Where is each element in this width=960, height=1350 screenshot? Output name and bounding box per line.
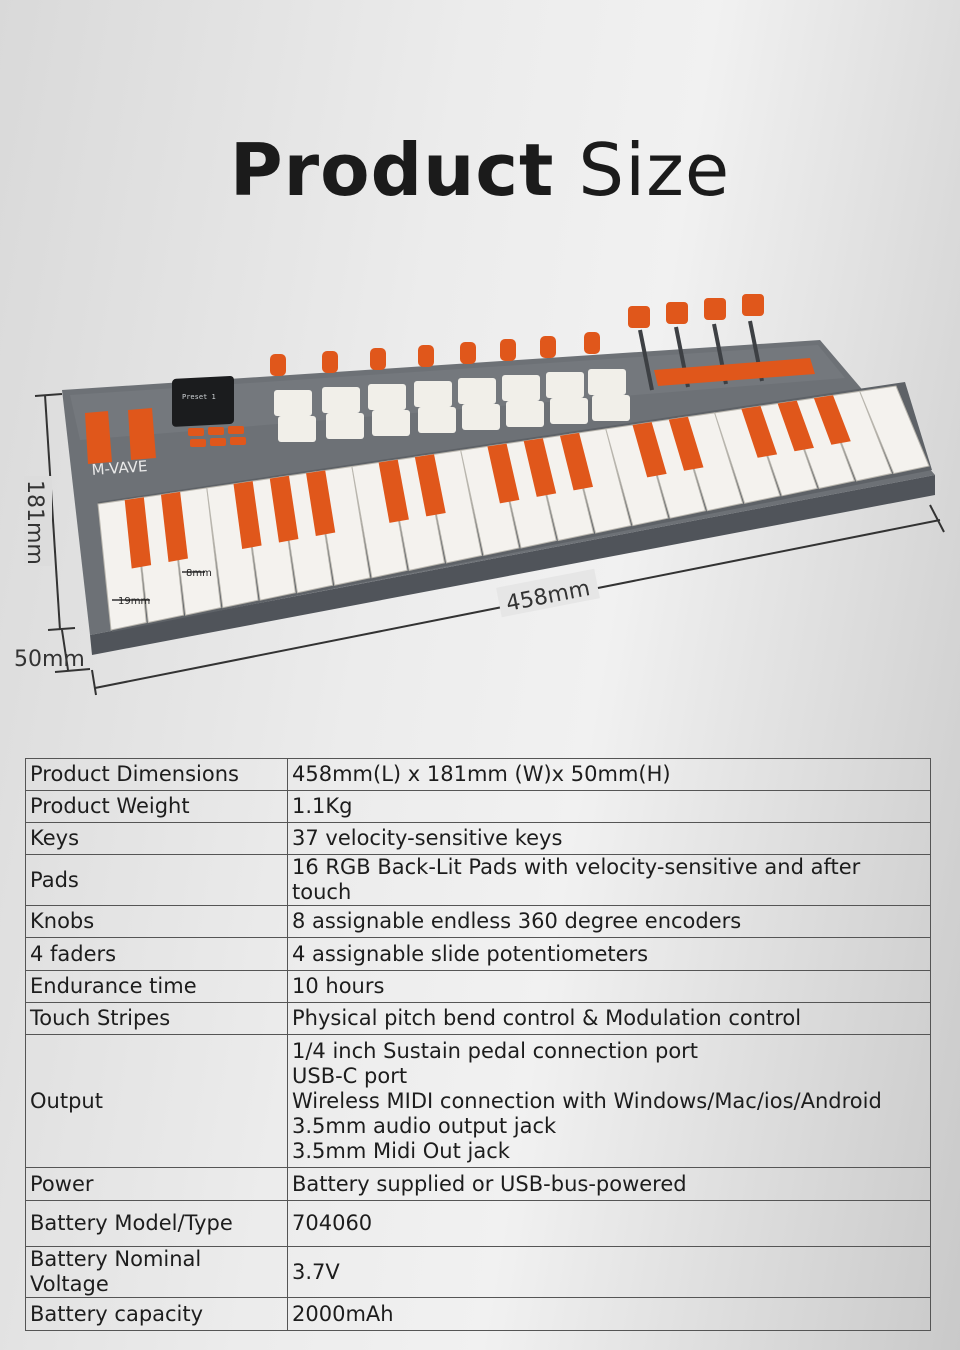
pad: [546, 372, 584, 398]
spec-key: Product Weight: [26, 791, 288, 823]
pad: [418, 407, 456, 433]
knob: [322, 351, 338, 373]
pad: [372, 410, 410, 436]
pitch-strip: [85, 411, 112, 464]
spec-row: [26, 759, 931, 791]
fader-cap: [628, 306, 650, 328]
spec-value: 16 RGB Back-Lit Pads with velocity-sensitive and after touch: [288, 855, 931, 906]
knob: [270, 354, 286, 376]
spec-value: 37 velocity-sensitive keys: [288, 823, 931, 855]
pad: [502, 375, 540, 401]
length-tick-right: [930, 505, 944, 532]
knob: [500, 339, 516, 361]
spec-value: 10 hours: [288, 971, 931, 1003]
spec-key: Battery Nominal Voltage: [26, 1247, 288, 1298]
black-key-width-label: 8mm: [186, 568, 212, 579]
spec-value: 4 assignable slide potentiometers: [288, 938, 931, 971]
spec-key: Pads: [26, 855, 288, 906]
knob: [370, 348, 386, 370]
length-label: 458mm: [504, 576, 593, 617]
spec-row: [26, 971, 931, 1003]
spec-row: [26, 1201, 931, 1247]
pad: [326, 413, 364, 439]
spec-key: Product Dimensions: [26, 759, 288, 791]
spec-key: 4 faders: [26, 938, 288, 971]
midi-keyboard-illustration: [0, 270, 960, 710]
height-label: 50mm: [14, 647, 85, 672]
knob: [418, 345, 434, 367]
spec-key: Knobs: [26, 906, 288, 938]
spec-value: 1.1Kg: [288, 791, 931, 823]
spec-key: Touch Stripes: [26, 1003, 288, 1035]
pad: [278, 416, 316, 442]
title-light: Size: [578, 128, 731, 212]
pad: [274, 390, 312, 416]
knob: [460, 342, 476, 364]
pad: [458, 378, 496, 404]
white-key-width-label: 19mm: [118, 596, 151, 607]
spec-value: 8 assignable endless 360 degree encoders: [288, 906, 931, 938]
spec-row: [26, 791, 931, 823]
spec-key: Power: [26, 1168, 288, 1201]
width-tick-bottom: [48, 628, 75, 630]
pad: [322, 387, 360, 413]
spec-value: Physical pitch bend control & Modulation control: [288, 1003, 931, 1035]
spec-table: [25, 758, 931, 1331]
spec-row: [26, 1035, 931, 1168]
spec-value: 2000mAh: [288, 1298, 931, 1331]
pad: [588, 369, 626, 395]
fader-cap: [666, 302, 688, 324]
spec-table-body: [26, 759, 931, 1331]
pad: [414, 381, 452, 407]
spec-row: [26, 938, 931, 971]
spec-row: [26, 1168, 931, 1201]
spec-value: 458mm(L) x 181mm (W)x 50mm(H): [288, 759, 931, 791]
length-tick-left: [92, 670, 96, 695]
mod-strip: [128, 408, 156, 460]
spec-value: 3.7V: [288, 1247, 931, 1298]
screen-text: Preset 1: [182, 393, 216, 401]
spec-key: Battery capacity: [26, 1298, 288, 1331]
width-label-group: [22, 476, 52, 566]
spec-value: 1/4 inch Sustain pedal connection port USB-C port Wireless MIDI connection with Windows/Mac/ios/Android 3.5mm audio output jack 3.5mm Midi Out jack: [288, 1035, 931, 1168]
spec-row: [26, 1247, 931, 1298]
spec-key: Keys: [26, 823, 288, 855]
spec-row: [26, 906, 931, 938]
spec-row: [26, 1003, 931, 1035]
pad: [368, 384, 406, 410]
spec-row: [26, 823, 931, 855]
spec-value: 704060: [288, 1201, 931, 1247]
spec-row: [26, 855, 931, 906]
knob: [584, 332, 600, 354]
pad: [550, 398, 588, 424]
brand-logo: M-VAVE: [91, 457, 148, 479]
pad: [462, 404, 500, 430]
width-tick-top: [35, 394, 62, 396]
spec-key: Battery Model/Type: [26, 1201, 288, 1247]
knob: [540, 336, 556, 358]
spec-key: Output: [26, 1035, 288, 1168]
display-screen: [172, 376, 234, 427]
fader-cap: [742, 294, 764, 316]
fader-cap: [704, 298, 726, 320]
title-bold: Product: [229, 128, 555, 212]
spec-value: Battery supplied or USB-bus-powered: [288, 1168, 931, 1201]
spec-row: [26, 1298, 931, 1331]
spec-key: Endurance time: [26, 971, 288, 1003]
pad: [592, 395, 630, 421]
width-label: 181mm: [22, 480, 47, 565]
pad: [506, 401, 544, 427]
page-title: [0, 128, 960, 212]
